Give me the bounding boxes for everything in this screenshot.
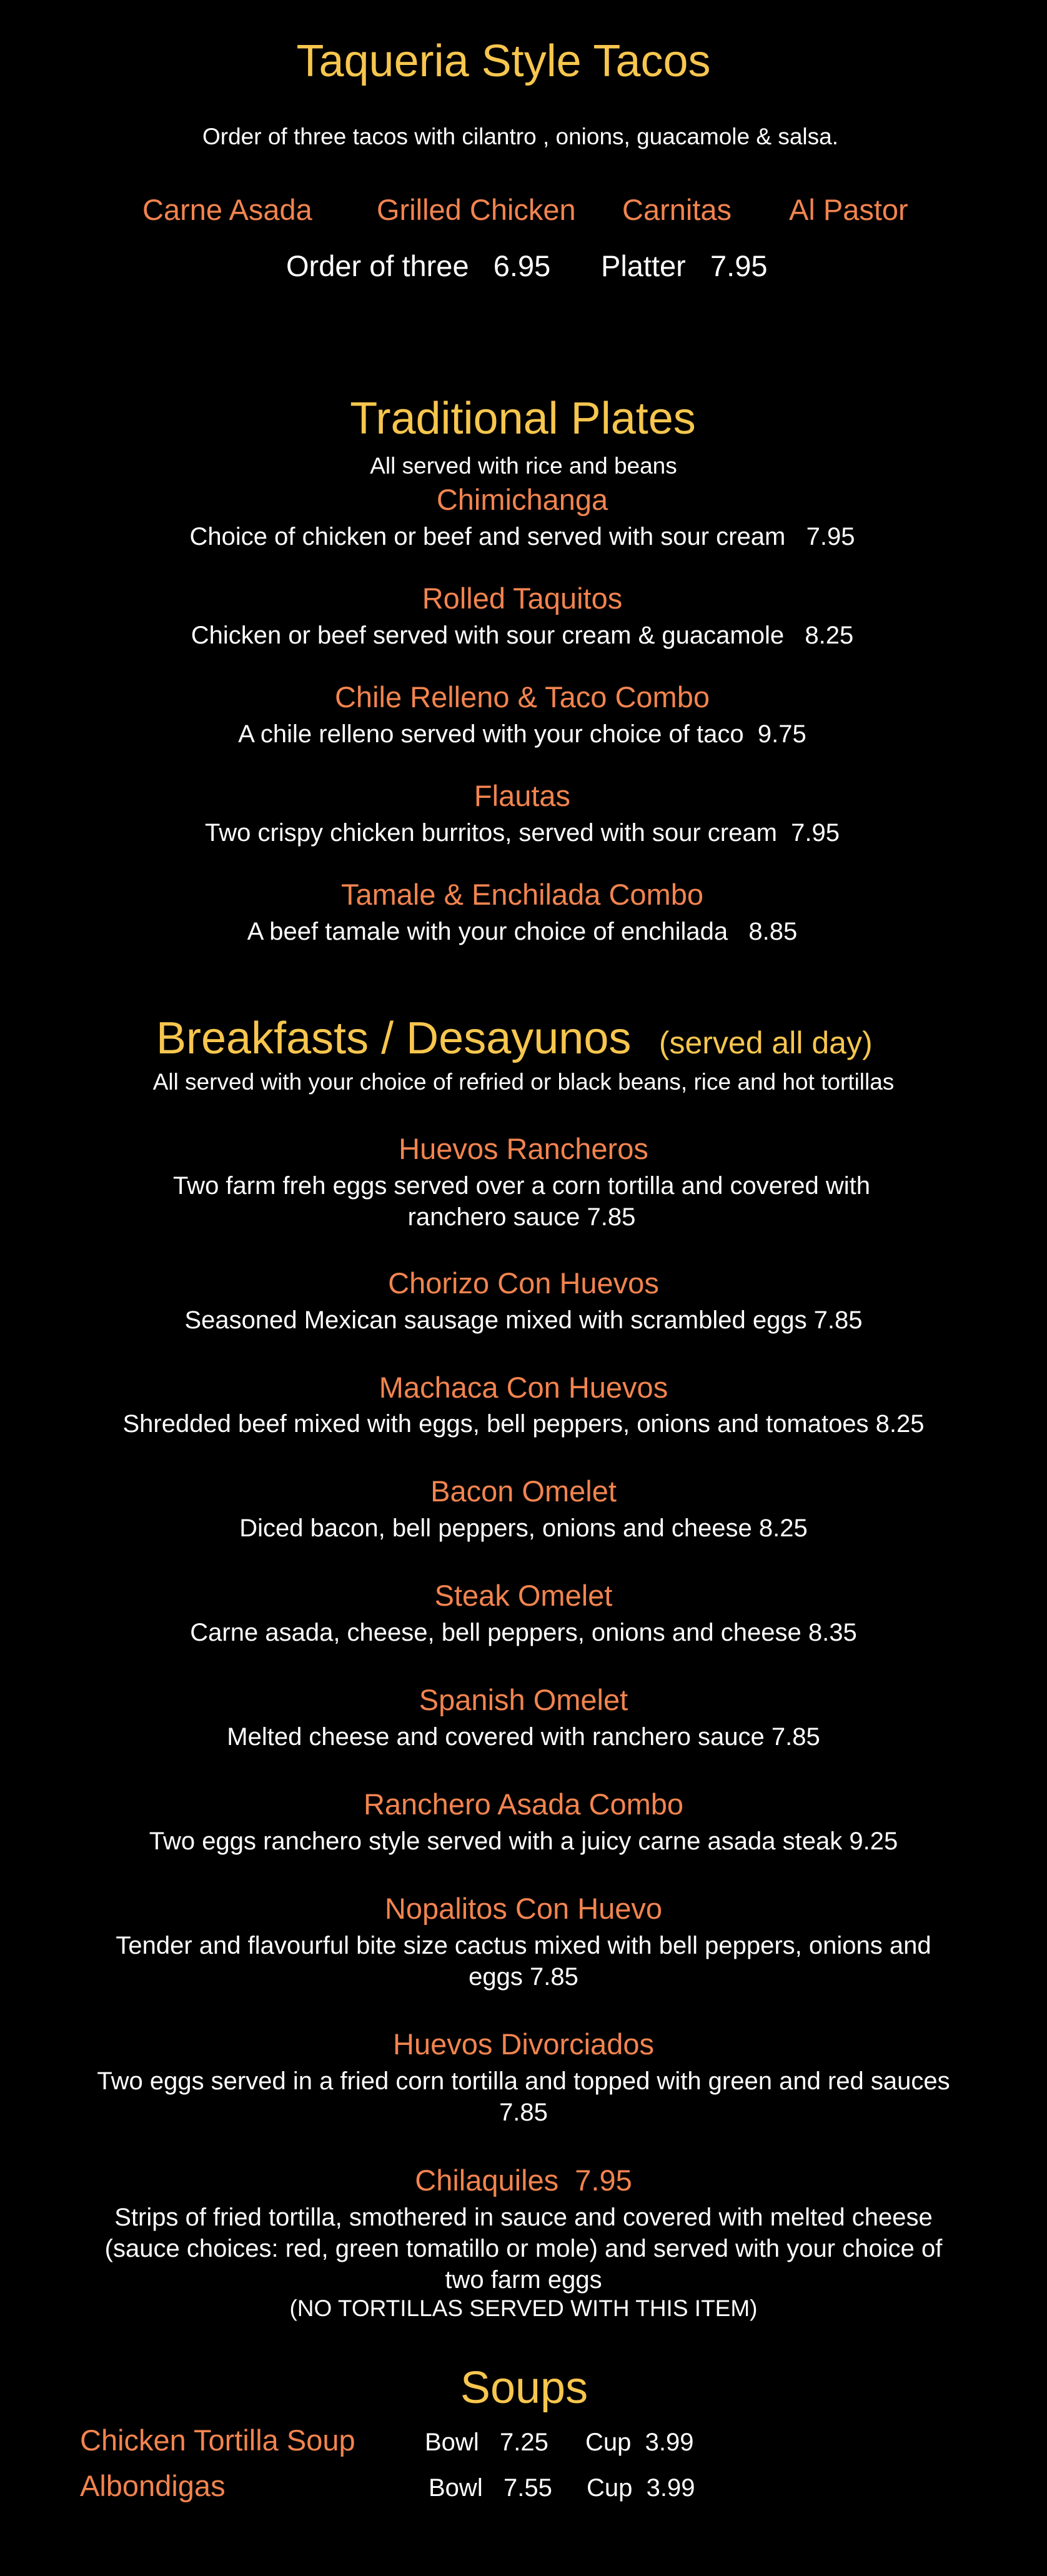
breakfast-item-desc: Seasoned Mexican sausage mixed with scrambled eggs 7.85 (184, 1306, 863, 1334)
breakfast-item-name: Huevos Rancheros (399, 1132, 648, 1165)
soup-name: Albondigas (80, 2469, 226, 2502)
plate-item-name: Chimichanga (436, 483, 608, 516)
plate-item-name: Flautas (474, 779, 571, 812)
breakfast-heading (156, 1013, 873, 1063)
breakfast-item-name: Huevos Divorciados (393, 2027, 654, 2061)
soup-bowl-price: Bowl 7.25 (425, 2429, 548, 2456)
breakfast-item-desc: ranchero sauce 7.85 (407, 1203, 636, 1231)
plate-item-desc: A beef tamale with your choice of enchilada 8.85 (247, 918, 798, 945)
breakfast-item-desc: Tender and flavourful bite size cactus mixed with bell peppers, onions and (116, 1932, 931, 1959)
breakfast-title-note: (served all day) (658, 1025, 873, 1060)
soup-bowl-price: Bowl 7.55 (429, 2474, 552, 2502)
breakfast-item-note: (NO TORTILLAS SERVED WITH THIS ITEM) (289, 2295, 758, 2321)
tacos-meat-al-pastor: Al Pastor (789, 193, 908, 226)
breakfast-item-desc: Two eggs served in a fried corn tortilla and topped with green and red sauces (97, 2067, 950, 2095)
breakfast-item-desc: eggs 7.85 (469, 1963, 578, 1991)
tacos-meat-carnitas: Carnitas (622, 193, 732, 226)
plate-item-desc: Chicken or beef served with sour cream & guacamole 8.25 (191, 622, 854, 649)
plate-item-desc: Choice of chicken or beef and served with sour cream 7.95 (189, 523, 855, 550)
breakfast-title: Breakfasts / Desayunos (156, 1013, 632, 1063)
breakfast-subtitle: All served with your choice of refried or black beans, rice and hot tortillas (152, 1069, 895, 1095)
tacos-meat-carne-asada: Carne Asada (142, 193, 312, 226)
plate-item-name: Chile Relleno & Taco Combo (334, 680, 710, 714)
breakfast-item-name: Nopalitos Con Huevo (384, 1892, 663, 1925)
plate-item-name: Tamale & Enchilada Combo (341, 878, 703, 911)
breakfast-item-name: Machaca Con Huevos (379, 1371, 668, 1404)
breakfast-item-desc: 7.85 (499, 2099, 548, 2126)
breakfast-item-desc: Carne asada, cheese, bell peppers, onions and cheese 8.35 (190, 1619, 857, 1646)
soup-cup-price: Cup 3.99 (585, 2429, 694, 2456)
breakfast-item-desc: Diced bacon, bell peppers, onions and cheese 8.25 (239, 1514, 808, 1542)
breakfast-item-desc: two farm eggs (445, 2266, 602, 2294)
breakfast-item-desc: Melted cheese and covered with ranchero sauce 7.85 (227, 1723, 820, 1751)
breakfast-item-name: Chilaquiles 7.95 (415, 2164, 632, 2197)
breakfast-item-desc: Two eggs ranchero style served with a juicy carne asada steak 9.25 (149, 1828, 898, 1855)
breakfast-item-name: Spanish Omelet (419, 1683, 628, 1716)
breakfast-item-name: Bacon Omelet (430, 1474, 617, 1508)
breakfast-item-name: Steak Omelet (434, 1579, 613, 1612)
breakfast-item-desc: (sauce choices: red, green tomatillo or mole) and served with your choice of (104, 2235, 943, 2262)
tacos-title: Taqueria Style Tacos (296, 36, 711, 86)
breakfast-item-name: Chorizo Con Huevos (388, 1266, 659, 1300)
soups-title: Soups (460, 2363, 588, 2413)
tacos-subtitle: Order of three tacos with cilantro , onions, guacamole & salsa. (202, 124, 838, 149)
breakfast-item-name: Ranchero Asada Combo (363, 1788, 684, 1821)
plate-item-desc: Two crispy chicken burritos, served with sour cream 7.95 (205, 819, 840, 847)
breakfast-item-desc: Two farm freh eggs served over a corn tortilla and covered with (172, 1172, 871, 1200)
soup-name: Chicken Tortilla Soup (80, 2424, 355, 2457)
breakfast-item-desc: Strips of fried tortilla, smothered in sauce and covered with melted cheese (114, 2204, 933, 2231)
plate-item-desc: A chile relleno served with your choice of taco 9.75 (238, 720, 806, 748)
plate-item-name: Rolled Taquitos (422, 582, 623, 615)
tacos-meat-grilled-chicken: Grilled Chicken (377, 193, 576, 226)
breakfast-item-desc: Shredded beef mixed with eggs, bell peppers, onions and tomatoes 8.25 (122, 1410, 925, 1438)
tacos-order-price: Order of three 6.95 (286, 249, 551, 282)
plates-subtitle: All served with rice and beans (370, 453, 677, 479)
soup-cup-price: Cup 3.99 (587, 2474, 695, 2502)
tacos-platter-price: Platter 7.95 (601, 249, 768, 282)
plates-title: Traditional Plates (350, 394, 696, 444)
